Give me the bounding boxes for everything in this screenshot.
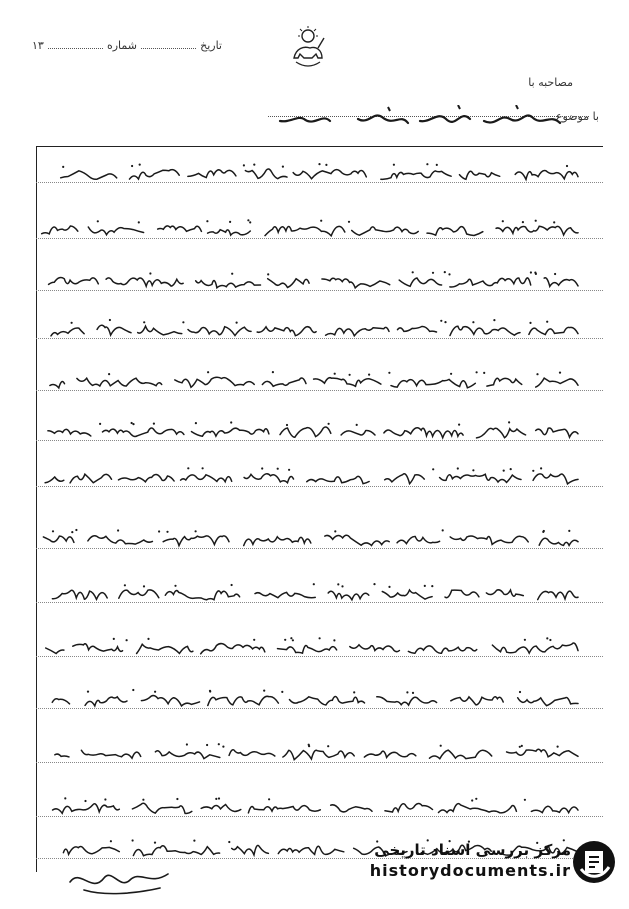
year-prefix: ۱۳ bbox=[31, 38, 44, 52]
archive-logo-icon bbox=[571, 839, 617, 885]
handwritten-line bbox=[48, 742, 582, 764]
handwritten-line bbox=[44, 270, 582, 292]
handwritten-line bbox=[40, 218, 582, 240]
handwritten-line bbox=[46, 318, 582, 340]
watermark-name: مرکز بررسی اسناد تاریخی bbox=[374, 841, 571, 859]
watermark-text bbox=[370, 841, 571, 880]
subject-label: با موضوع bbox=[555, 110, 599, 123]
lion-and-sun-emblem-icon bbox=[288, 24, 328, 72]
handwritten-line bbox=[40, 528, 582, 550]
handwritten-signature bbox=[64, 860, 174, 900]
handwritten-line bbox=[42, 162, 582, 184]
handwritten-line bbox=[42, 370, 582, 392]
watermark bbox=[339, 833, 621, 903]
number-dots bbox=[48, 42, 103, 49]
handwritten-line bbox=[42, 466, 582, 488]
handwritten-line bbox=[50, 796, 582, 818]
handwritten-line bbox=[42, 636, 582, 658]
number-label: شماره bbox=[106, 38, 137, 52]
date-field bbox=[32, 36, 222, 54]
handwritten-line bbox=[44, 582, 582, 604]
handwritten-subject bbox=[270, 105, 570, 133]
handwritten-line bbox=[46, 688, 582, 710]
watermark-url: historydocuments.ir bbox=[369, 861, 571, 880]
date-label: تاریخ bbox=[200, 38, 222, 52]
date-dots bbox=[141, 42, 196, 49]
handwritten-line bbox=[44, 420, 582, 442]
interview-label: مصاحبه با bbox=[528, 76, 573, 89]
